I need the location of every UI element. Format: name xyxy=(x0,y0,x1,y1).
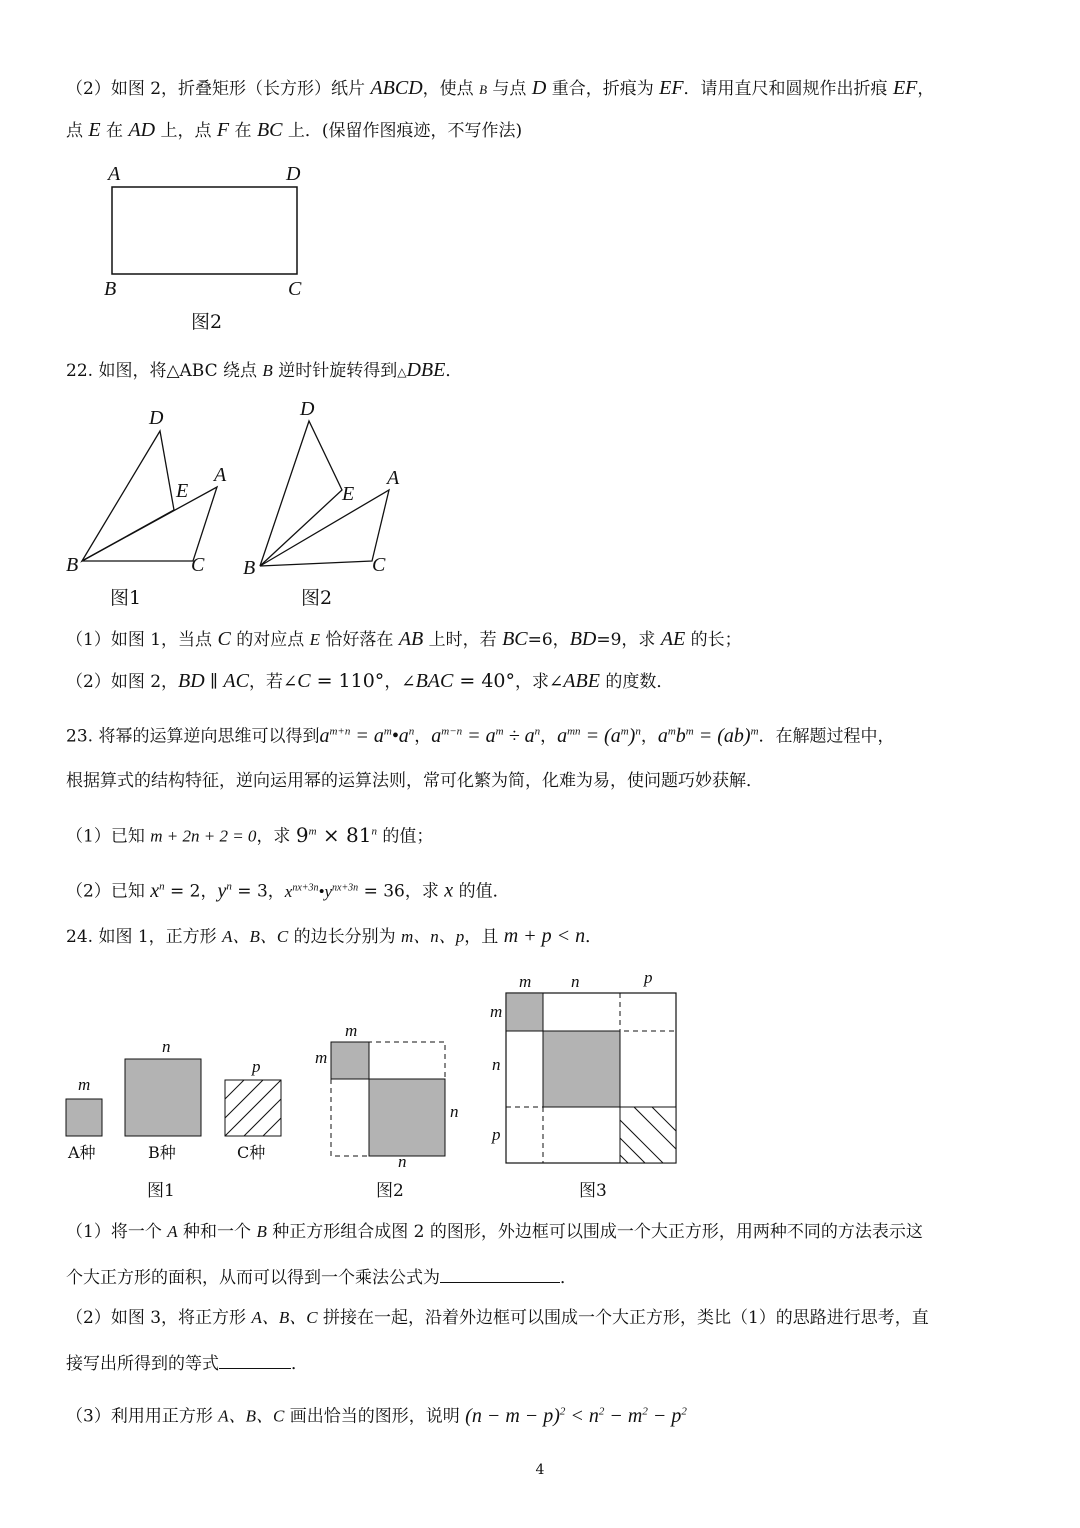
q24-part2-line2: 接写出所得到的等式 ． xyxy=(66,1350,1020,1376)
q24-fig2-square-b xyxy=(369,1079,445,1156)
q22-fig1-label-e: E xyxy=(176,480,189,502)
q21-label-d: D xyxy=(286,163,301,185)
q22-fig2-triangle-dbe xyxy=(260,421,342,566)
q24-fig3-square-c xyxy=(620,1107,676,1163)
q24-fig2-drawing xyxy=(331,1042,445,1156)
q24-fig2-label-n-right: n xyxy=(450,1102,459,1121)
q21-label-a: A xyxy=(108,163,121,185)
q24-fig2-caption: 图2 xyxy=(376,1181,404,1201)
q24-fig1-caption: 图1 xyxy=(147,1181,175,1201)
q22-fig2-triangle-abc xyxy=(260,490,389,566)
q22-intro: 22. 如图，将△ABC 绕点 B 逆时针旋转得到△DBE． xyxy=(66,359,463,381)
q22-fig1-label-d: D xyxy=(149,407,164,429)
q22-fig2-label-b: B xyxy=(243,557,256,579)
q23-line2: 根据算式的结构特征，逆向运用幂的运算法则，常可化繁为简，化难为易，使问题巧妙获解． xyxy=(66,771,763,791)
q24-intro: 24. 如图 1，正方形 A、B、C 的边长分别为 m、n、p，且 m + p < n． xyxy=(66,925,603,947)
q24-part1-answer-blank[interactable] xyxy=(440,1264,560,1283)
q24-fig3-label-n-top: n xyxy=(571,972,580,991)
q24-fig3-square-a xyxy=(506,993,543,1031)
q21-label-c: C xyxy=(288,278,302,300)
q22-fig1-triangle-abc xyxy=(82,487,217,561)
q23-part1: （1）已知 m + 2n + 2 = 0，求 $9^m \times 81^n$ 的值； xyxy=(66,822,434,847)
q24-fig1-label-m: m xyxy=(78,1075,91,1094)
q24-part2-answer-blank[interactable] xyxy=(219,1350,291,1369)
q21-caption: 图2 xyxy=(191,311,223,333)
q24-fig3-drawing xyxy=(506,993,676,1163)
q24-part2-line1: （2）如图 3，将正方形 A、B、C 拼接在一起，沿着外边框可以围成一个大正方形，类比（1）的思路进行思考，直 xyxy=(66,1308,929,1328)
q22-fig1-triangle-dbe xyxy=(82,431,174,561)
q24-fig3-caption: 图3 xyxy=(579,1181,607,1201)
q24-fig3-label-n-left: n xyxy=(492,1055,501,1074)
q21-part2-line1: （2）如图 2，折叠矩形（长方形）纸片 ABCD，使点 B 与点 D 重合，折痕为 EF．请用直尺和圆规作出折痕 EF， xyxy=(66,77,935,99)
q24-fig3-label-m-top: m xyxy=(519,972,532,991)
q24-fig1-c-kind: C种 xyxy=(237,1143,266,1162)
q24-fig1-a-kind: A种 xyxy=(68,1143,96,1162)
q24-fig1-label-p: p xyxy=(252,1057,261,1076)
q24-part3: （3）利用用正方形 A、B、C 画出恰当的图形，说明 $(n - m - p)^2 < n^2 - m^2 - p^2$ xyxy=(66,1404,687,1427)
q22-fig1-caption: 图1 xyxy=(110,587,142,609)
q24-square-a xyxy=(66,1099,102,1136)
q22-part1: （1）如图 1，当点 C 的对应点 E 恰好落在 AB 上时，若 BC=6，BD=9，求 AE 的长； xyxy=(66,628,742,650)
q21-part2-line2: 点 E 在 AD 上，点 F 在 BC 上．(保留作图痕迹，不写作法) xyxy=(66,119,523,141)
q24-fig2-label-n-bottom: n xyxy=(398,1152,407,1171)
q23-part2: （2）已知 $x^n = 2$，$y^n = 3$，$x^{nx+3n}•y^{nx+3n} = 36$，求 x 的值． xyxy=(66,879,510,902)
q24-fig1-drawing xyxy=(66,1059,281,1136)
q22-fig2-label-a: A xyxy=(387,467,400,489)
q22-part2: （2）如图 2，BD ∥ AC，若∠C = 110°，∠BAC = 40°，求∠ABE 的度数． xyxy=(66,670,674,692)
q22-fig2-caption: 图2 xyxy=(301,587,333,609)
q21-label-b: B xyxy=(104,278,117,300)
q24-fig1-label-n: n xyxy=(162,1037,171,1056)
q22-fig1-drawing xyxy=(82,431,217,561)
q24-square-b xyxy=(125,1059,201,1136)
q22-fig2-label-c: C xyxy=(372,554,386,576)
q22-fig2-label-e: E xyxy=(342,483,355,505)
q22-fig2-drawing xyxy=(260,421,389,566)
q23-intro: 23. 将幂的运算逆向思维可以得到$a^{m+n}$ = $a^m•a^n$，$a^{m-n} = a^m \div a^n$，$a^{mn} = (a^m)^n$，$a^mb^m = (ab)^m$．在解题过程中， xyxy=(66,724,895,747)
q22-fig1-label-a: A xyxy=(214,464,227,486)
q22-fig2-label-d: D xyxy=(300,398,315,420)
q24-fig3-label-m-left: m xyxy=(490,1002,503,1021)
q22-fig1-label-b: B xyxy=(66,554,79,576)
q24-fig2-square-a xyxy=(331,1042,369,1079)
q24-fig1-b-kind: B种 xyxy=(148,1143,176,1162)
q22-fig1-label-c: C xyxy=(191,554,205,576)
q24-part1-line1: （1）将一个 A 种和一个 B 种正方形组合成图 2 的图形，外边框可以围成一个大正方形，用两种不同的方法表示这 xyxy=(66,1222,923,1242)
q24-part1-line2: 个大正方形的面积，从而可以得到一个乘法公式为 ． xyxy=(66,1264,1020,1290)
page-number: 4 xyxy=(535,1462,545,1478)
q24-fig3-label-p-top: p xyxy=(644,968,653,987)
q24-fig2-label-m-top: m xyxy=(345,1021,358,1040)
q24-fig2-label-m-left: m xyxy=(315,1048,328,1067)
q21-rectangle xyxy=(112,187,297,274)
q24-fig3-label-p-left: p xyxy=(492,1125,501,1144)
q24-fig3-square-b xyxy=(543,1031,620,1107)
